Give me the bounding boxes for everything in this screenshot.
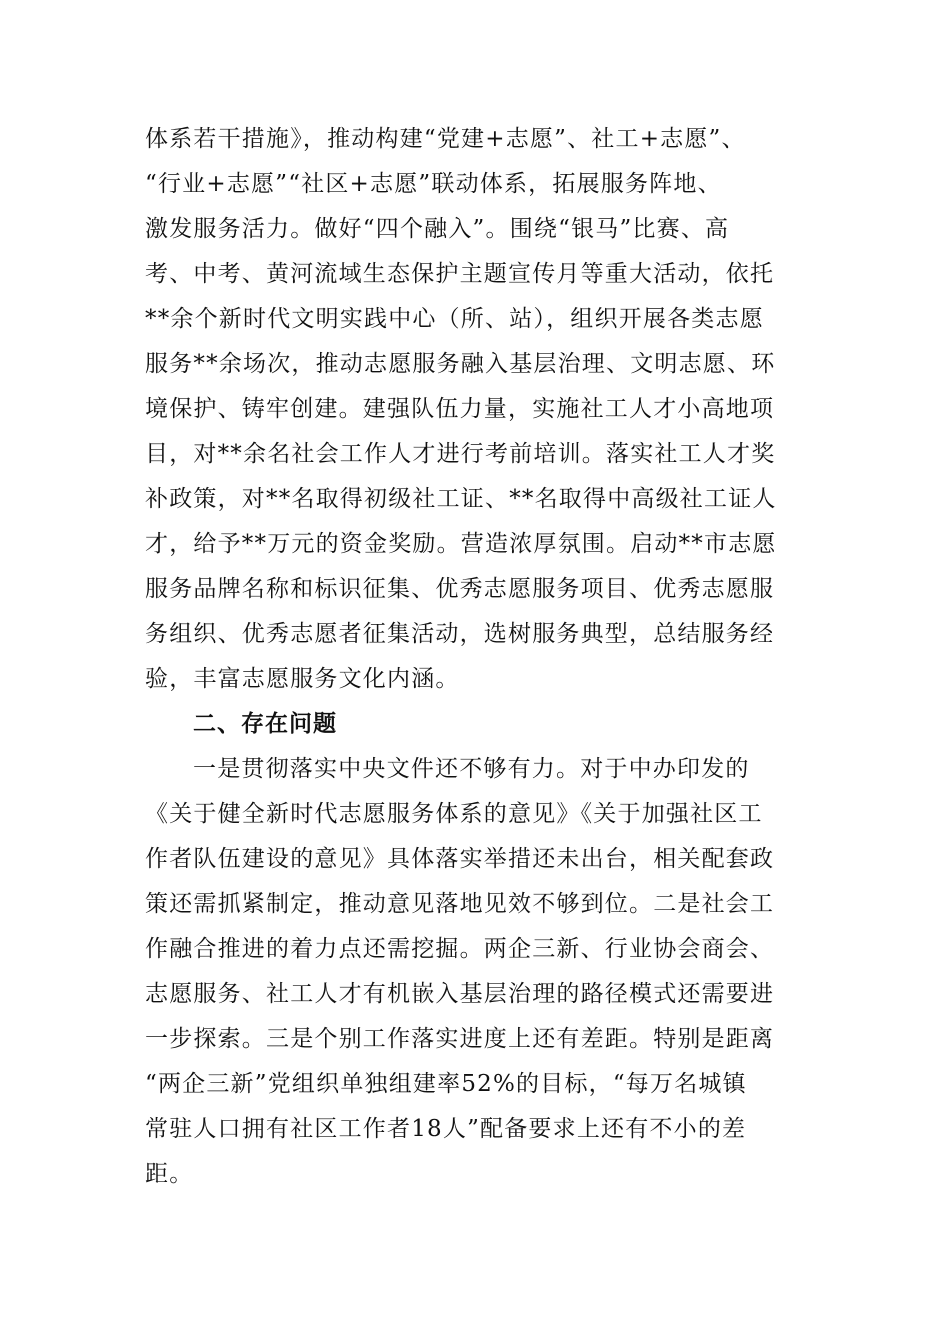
text-line: 一是贯彻落实中央文件还不够有力。对于中办印发的 (193, 756, 750, 782)
text-line: “两企三新”党组织单独组建率52%的目标，“每万名城镇 (145, 1071, 747, 1097)
text-line: 验，丰富志愿服务文化内涵。 (145, 666, 460, 692)
text-line: 考、中考、黄河流域生态保护主题宣传月等重大活动，依托 (145, 261, 775, 287)
text-line: 志愿服务、社工人才有机嵌入基层治理的路径模式还需要进 (145, 981, 775, 1007)
text-line: 务组织、优秀志愿者征集活动，选树服务典型，总结服务经 (145, 621, 775, 647)
text-line: 常驻人口拥有社区工作者18人”配备要求上还有不小的差 (145, 1116, 747, 1142)
text-line: 作融合推进的着力点还需挖掘。两企三新、行业协会商会、 (145, 936, 775, 962)
text-line: 激发服务活力。做好“四个融入”。围绕“银马”比赛、高 (145, 216, 730, 242)
text-line: 策还需抓紧制定，推动意见落地见效不够到位。二是社会工 (145, 891, 775, 917)
text-line: 体系若干措施》，推动构建“党建+志愿”、社工+志愿”、 (145, 126, 746, 152)
text-line: 补政策，对**名取得初级社工证、**名取得中高级社工证人 (145, 486, 777, 512)
text-line: 作者队伍建设的意见》具体落实举措还未出台，相关配套政 (145, 846, 775, 872)
text-line: “行业+志愿”“社区+志愿”联动体系，拓展服务阵地、 (145, 171, 722, 197)
text-line: 服务**余场次，推动志愿服务融入基层治理、文明志愿、环 (145, 351, 776, 377)
text-line: 目，对**余名社会工作人才进行考前培训。落实社工人才奖 (145, 441, 776, 467)
paragraph-existing-problems (145, 747, 807, 1197)
text-line: **余个新时代文明实践中心（所、站），组织开展各类志愿 (145, 306, 764, 332)
paragraph-volunteer-service (145, 117, 807, 702)
text-line: 《关于健全新时代志愿服务体系的意见》《关于加强社区工 (145, 801, 763, 827)
text-line: 服务品牌名称和标识征集、优秀志愿服务项目、优秀志愿服 (145, 576, 775, 602)
section-heading: 二、存在问题 (193, 711, 337, 737)
document-body (145, 117, 807, 1197)
text-line: 境保护、铸牢创建。建强队伍力量，实施社工人才小高地项 (145, 396, 775, 422)
text-line: 才，给予**万元的资金奖励。营造浓厚氛围。启动**市志愿 (145, 531, 777, 557)
text-line: 一步探索。三是个别工作落实进度上还有差距。特别是距离 (145, 1026, 775, 1052)
text-line: 距。 (145, 1161, 194, 1187)
